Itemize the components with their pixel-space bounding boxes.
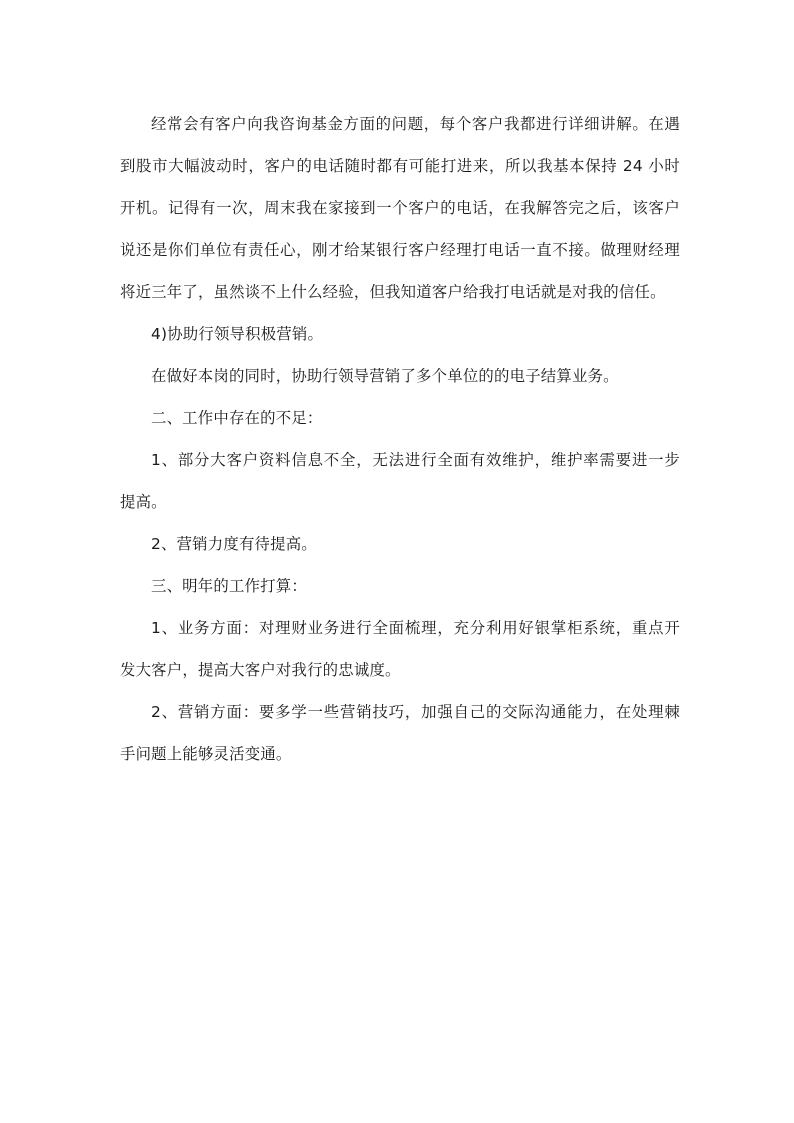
- section-heading-next-year-plan: 三、明年的工作打算：: [151, 577, 307, 595]
- paragraph-electronic-settlement: 在做好本岗的同时，协助行领导营销了多个单位的的电子结算业务。: [151, 367, 619, 385]
- document-body: [120, 103, 680, 775]
- paragraph-plan-business: 1、业务方面：对理财业务进行全面梳理，充分利用好银掌柜系统，重点开 发大客户，提高大客户对我行的忠诚度。: [120, 619, 680, 679]
- section-heading-shortcomings: 二、工作中存在的不足：: [151, 409, 323, 427]
- paragraph-shortcoming-1: 1、部分大客户资料信息不全，无法进行全面有效维护，维护率需要进一步 提高。: [120, 451, 680, 511]
- paragraph-plan-marketing: 2、营销方面：要多学一些营销技巧，加强自己的交际沟通能力，在处理棘 手问题上能够灵活变通。: [120, 703, 680, 763]
- paragraph-heading-marketing-assist: 4)协助行领导积极营销。: [151, 325, 324, 343]
- paragraph-customer-service: 经常会有客户向我咨询基金方面的问题，每个客户我都进行详细讲解。在遇到股市大幅波动时，客户的电话随时都有可能打进来，所以我基本保持 24 小时开机。记得有一次，周末我在家接到一个客户的电话，在我解答完之后，该客户说还是你们单位有责任心，刚才给某银行客户经理打电话一直不接。做理财经理将近三年了，虽然谈不上什么经验，但我知道客户给我打电话就是对我的信任。: [120, 115, 680, 301]
- paragraph-shortcoming-2: 2、营销力度有待提高。: [151, 535, 317, 553]
